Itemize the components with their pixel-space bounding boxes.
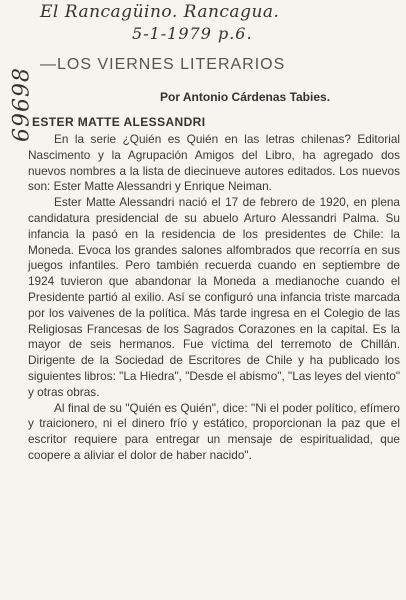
article-body [28,132,400,464]
article-subhead: ESTER MATTE ALESSANDRI [32,115,206,129]
article-paragraph: Ester Matte Alessandri nació el 17 de febrero de 1920, en plena candidatura presidencial de su abuelo Arturo Alessandri Palma. Su infancia la pasó en la residencia de los presidentes de Chile: la Moneda. Evoca los grandes salones alfombrados que recorría en sus juegos infantiles. Pero también recuerda cuando en septiembre de 1924 tuvieron que abandonar la Moneda a medianoche cuando el Presidente partió al exilio. Así se configuró una infancia triste marcada por los vaivenes de la política. Más tarde ingresa en el Colegio de las Religiosas Francesas de los Sagrados Corazones en la capital. Es la mayor de seis hermanos. Fue víctima del terremoto de Chillán. Dirigente de la Sociedad de Escritores de Chile y ha publicado los siguientes libros: "La Hiedra", "Desde el abismo", "Las leyes del viento" y otras obras. [28,195,401,399]
handwritten-source-note: El Rancagüino. Rancagua. [40,2,280,22]
handwritten-catalog-number: 69698 [9,67,35,142]
article-byline: Por Antonio Cárdenas Tabies. [160,90,331,104]
article-paragraph: En la serie ¿Quién es Quién en las letras chilenas? Editorial Nascimento y la Agrupación Amigos del Libro, ha agregado dos nuevos nombres a la lista de diecinueve autores editados. Los nuevos son: Ester Matte Alessandri y Enrique Neiman. [28,132,400,194]
article-paragraph: Al final de su "Quién es Quién", dice: "Ni el poder político, efímero y traicionero, ni el dinero frío y estático, proporcionan la paz que el escritor requiere para entregar un mensaje de espiritualidad, que coopere a aliviar el dolor de haber nacido". [28,400,400,462]
article-headline: —LOS VIERNES LITERARIOS [40,56,286,73]
handwritten-date-note: 5-1-1979 p.6. [132,24,253,43]
